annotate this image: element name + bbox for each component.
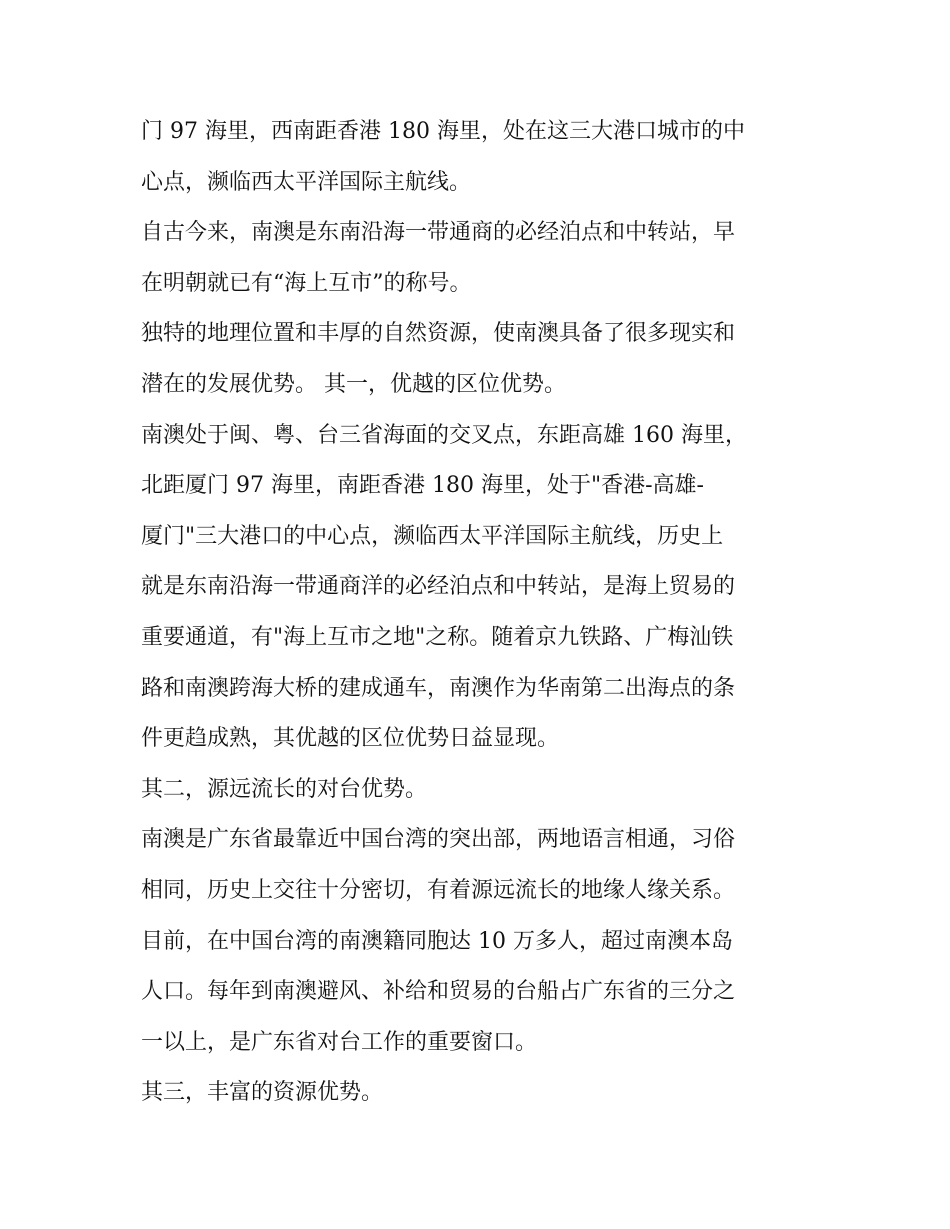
text-line: 路和南澳跨海大桥的建成通车，南澳作为华南第二出海点的条: [141, 675, 736, 701]
text-line: 自古今来，南澳是东南沿海一带通商的必经泊点和中转站，早: [141, 220, 736, 246]
text-line: 其三，丰富的资源优势。: [141, 1080, 384, 1106]
text-line: 件更趋成熟，其优越的区位优势日益显现。: [141, 726, 560, 752]
text-line: 目前，在中国台湾的南澳籍同胞达 10 万多人，超过南澳本岛: [141, 928, 733, 954]
body-text: [141, 107, 821, 1119]
text-line: 门 97 海里，西南距香港 180 海里，处在这三大港口城市的中: [141, 119, 745, 144]
text-line: 相同，历史上交往十分密切，有着源远流长的地缘人缘关系。: [141, 877, 736, 903]
text-line: 厦门"三大港口的中心点，濒临西太平洋国际主航线，历史上: [141, 523, 724, 549]
text-line: 北距厦门 97 海里，南距香港 180 海里，处于"香港-高雄-: [141, 473, 704, 499]
text-line: 南澳处于闽、粤、台三省海面的交叉点，东距高雄 160 海里，: [141, 422, 747, 448]
text-line: 在明朝就已有“海上互市”的称号。: [141, 270, 472, 296]
text-line: 人口。每年到南澳避风、补给和贸易的台船占广东省的三分之: [141, 979, 736, 1005]
text-line: 南澳是广东省最靠近中国台湾的突出部，两地语言相通，习俗: [141, 827, 736, 853]
text-line: 其二，源远流长的对台优势。: [141, 776, 428, 802]
text-line: 重要通道，有"海上互市之地"之称。随着京九铁路、广梅汕铁: [141, 624, 734, 650]
text-line: 就是东南沿海一带通商洋的必经泊点和中转站，是海上贸易的: [141, 574, 736, 600]
text-line: 独特的地理位置和丰厚的自然资源，使南澳具备了很多现实和: [141, 321, 736, 347]
text-line: 心点，濒临西太平洋国际主航线。: [141, 169, 472, 195]
text-line: 一以上，是广东省对台工作的重要窗口。: [141, 1029, 538, 1055]
text-line: 潜在的发展优势。 其一，优越的区位优势。: [141, 371, 566, 397]
